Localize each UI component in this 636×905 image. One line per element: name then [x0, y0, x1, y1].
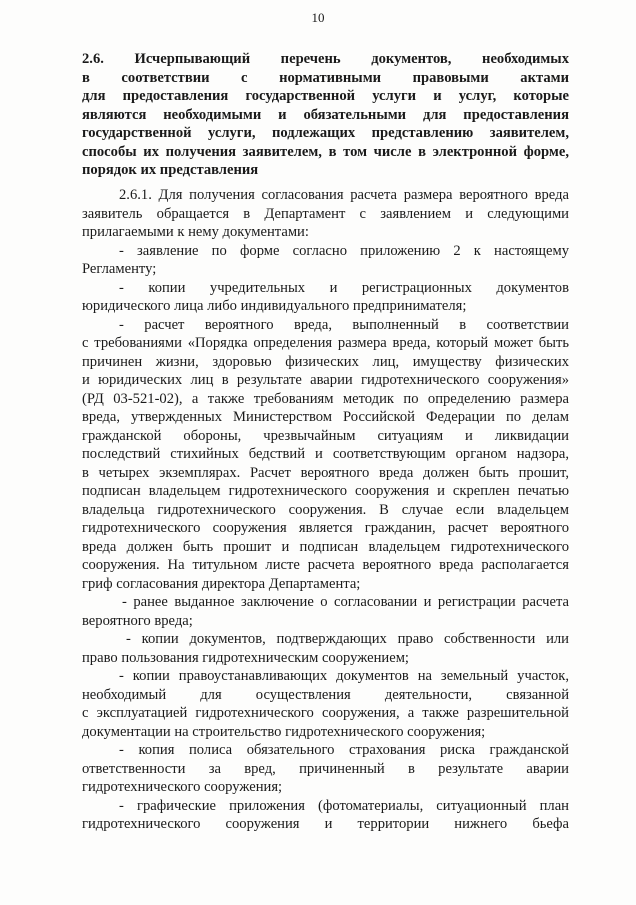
body-line: - копии правоустанавливающих документов на земельный участок,	[119, 668, 569, 684]
heading-line: государственной услуги, подлежащих представлению заявителем,	[82, 125, 569, 141]
body-line: ответственности за вред, причиненный в результате аварии	[82, 760, 569, 777]
body-line: гидротехнического сооружения является гражданин, расчет вероятного	[82, 520, 569, 536]
body-line: прилагаемыми к нему документами:	[82, 224, 309, 240]
body-line: юридического лица либо индивидуального предпринимателя;	[82, 298, 467, 314]
body-line: Регламенту;	[82, 261, 157, 277]
body-line: сооружения. На титульном листе расчета вероятного вреда располагается	[82, 557, 569, 573]
body-line: вреда, утвержденных Министерством Российской Федерации по делам	[82, 409, 569, 425]
body-line: необходимый для осуществления деятельности, связанной	[82, 686, 569, 703]
body-line: - расчет вероятного вреда, выполненный в соответствии	[119, 316, 569, 333]
section-heading	[82, 50, 569, 180]
body-text	[82, 186, 569, 834]
body-line: - заявление по форме согласно приложению 2 к настоящему	[119, 242, 569, 259]
body-line: с требованиями «Порядка определения размера вреда, который может быть	[82, 335, 569, 351]
heading-line: в соответствии с нормативными правовыми актами	[82, 69, 569, 86]
body-line: причинен жизни, здоровью физических лиц, имуществу физических	[82, 353, 569, 370]
heading-line: являются необходимыми и обязательными для предоставления	[82, 106, 569, 123]
body-line: - копия полиса обязательного страхования риска гражданской	[119, 742, 569, 758]
body-line: документации на строительство гидротехнического сооружения;	[82, 723, 486, 740]
body-line: вреда должен быть прошит и подписан владельцем гидротехнического	[82, 538, 569, 555]
body-line: вероятного вреда;	[82, 612, 193, 629]
heading-line: порядок их представления	[82, 162, 259, 178]
body-line: право пользования гидротехническим сооружением;	[82, 649, 409, 666]
page-number: 10	[311, 10, 325, 25]
body-line: - копии документов, подтверждающих право собственности или	[126, 631, 569, 647]
body-line: с эксплуатацией гидротехнического сооружения, а также разрешительной	[82, 705, 569, 721]
body-line: заявитель обращается в Департамент с заявлением и следующими	[82, 205, 569, 222]
body-line: гриф согласования директора Департамента;	[82, 575, 361, 592]
body-line: гидротехнического сооружения;	[82, 779, 283, 795]
body-line: гидротехнического сооружения и территории нижнего бьефа	[82, 816, 569, 832]
heading-line: способы их получения заявителем, в том числе в электронной форме,	[82, 143, 569, 160]
body-line: в четырех экземплярах. Расчет вероятного вреда должен быть прошит,	[82, 464, 569, 481]
body-line: - графические приложения (фотоматериалы, ситуационный план	[119, 797, 569, 814]
heading-line: для предоставления государственной услуги и услуг, которые	[82, 88, 569, 104]
body-line: и юридических лиц в результате аварии гидротехнического сооружения»	[82, 372, 569, 388]
body-line: - ранее выданное заключение о согласовании и регистрации расчета	[122, 594, 569, 610]
body-line: (РД 03-521-02), а также требованиям методик по определению размера	[82, 390, 569, 407]
body-line: - копии учредительных и регистрационных документов	[119, 279, 569, 296]
body-line: гражданской обороны, чрезвычайным ситуациям и ликвидации	[82, 427, 569, 444]
body-line: владельца гидротехнического сооружения. В случае если владельцем	[82, 501, 569, 518]
body-line: последствий стихийных бедствий и соответствующим органом надзора,	[82, 446, 569, 462]
body-line: 2.6.1. Для получения согласования расчета размера вероятного вреда	[119, 187, 569, 203]
heading-line: 2.6. Исчерпывающий перечень документов, необходимых	[82, 51, 569, 67]
body-line: подписан владельцем гидротехнического сооружения и скреплен печатью	[82, 483, 569, 499]
